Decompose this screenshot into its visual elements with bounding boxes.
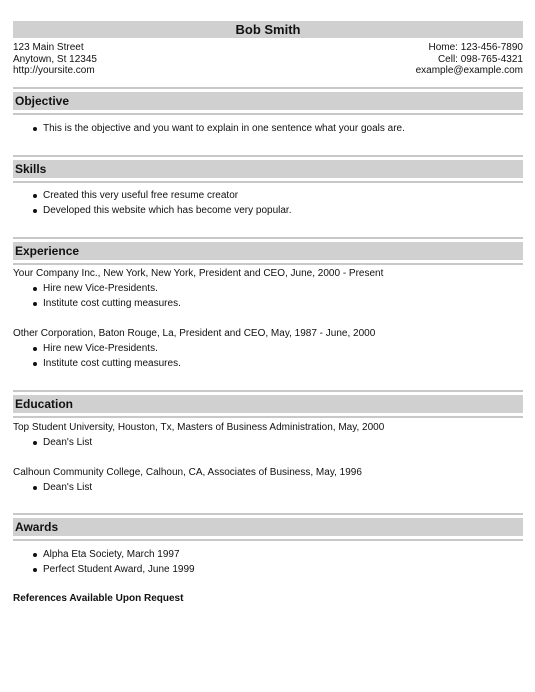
- list-item: Hire new Vice-Presidents.: [43, 341, 523, 356]
- list-item: Institute cost cutting measures.: [43, 296, 523, 311]
- section-divider: [13, 181, 523, 183]
- list-item: Alpha Eta Society, March 1997: [43, 547, 523, 562]
- list-item: Dean's List: [43, 480, 523, 495]
- job-duties-list: [13, 281, 523, 311]
- section-divider: [13, 416, 523, 418]
- website-link[interactable]: http://yoursite.com: [13, 65, 95, 76]
- resume-page: [13, 21, 523, 604]
- skills-list: [13, 188, 523, 218]
- list-item: Created this very useful free resume creator: [43, 188, 523, 203]
- school-honors-list: [13, 435, 523, 450]
- awards-section: [13, 513, 523, 577]
- list-item: Hire new Vice-Presidents.: [43, 281, 523, 296]
- section-title-skills: Skills: [13, 160, 523, 178]
- contact-info: [13, 42, 523, 77]
- job-duties-list: [13, 341, 523, 371]
- school-heading: Top Student University, Houston, Tx, Masters of Business Administration, May, 2000: [13, 421, 385, 433]
- objective-list: [13, 121, 523, 136]
- address-line-1: 123 Main Street: [13, 42, 84, 53]
- contact-left: [13, 42, 97, 77]
- section-divider: [13, 237, 523, 239]
- cell-phone: Cell: 098-765-4321: [437, 53, 523, 65]
- list-item: This is the objective and you want to explain in one sentence what your goals are.: [43, 121, 523, 136]
- contact-right: [416, 42, 523, 77]
- section-title-awards: Awards: [13, 518, 523, 536]
- section-divider: [13, 539, 523, 541]
- section-divider: [13, 263, 523, 265]
- skills-section: [13, 155, 523, 218]
- section-title-objective: Objective: [13, 92, 523, 110]
- section-divider: [13, 513, 523, 515]
- email-link[interactable]: example@example.com: [415, 65, 523, 76]
- list-item: Institute cost cutting measures.: [43, 356, 523, 371]
- education-section: [13, 390, 523, 495]
- home-phone: Home: 123-456-7890: [428, 42, 523, 53]
- awards-list: [13, 547, 523, 577]
- objective-section: [13, 87, 523, 136]
- section-title-experience: Experience: [13, 242, 523, 260]
- section-divider: [13, 155, 523, 157]
- section-title-education: Education: [13, 395, 523, 413]
- section-divider: [13, 87, 523, 89]
- school-heading: Calhoun Community College, Calhoun, CA, Associates of Business, May, 1996: [13, 466, 362, 478]
- school-honors-list: [13, 480, 523, 495]
- section-divider: [13, 113, 523, 115]
- resume-name: Bob Smith: [13, 21, 523, 38]
- job-heading: Your Company Inc., New York, New York, President and CEO, June, 2000 - Present: [13, 267, 384, 279]
- job-heading: Other Corporation, Baton Rouge, La, President and CEO, May, 1987 - June, 2000: [13, 327, 376, 339]
- experience-section: [13, 237, 523, 371]
- address-line-2: Anytown, St 12345: [13, 53, 97, 65]
- list-item: Dean's List: [43, 435, 523, 450]
- list-item: Perfect Student Award, June 1999: [43, 562, 523, 577]
- list-item: Developed this website which has become very popular.: [43, 203, 523, 218]
- section-divider: [13, 390, 523, 392]
- references-note: References Available Upon Request: [13, 592, 184, 604]
